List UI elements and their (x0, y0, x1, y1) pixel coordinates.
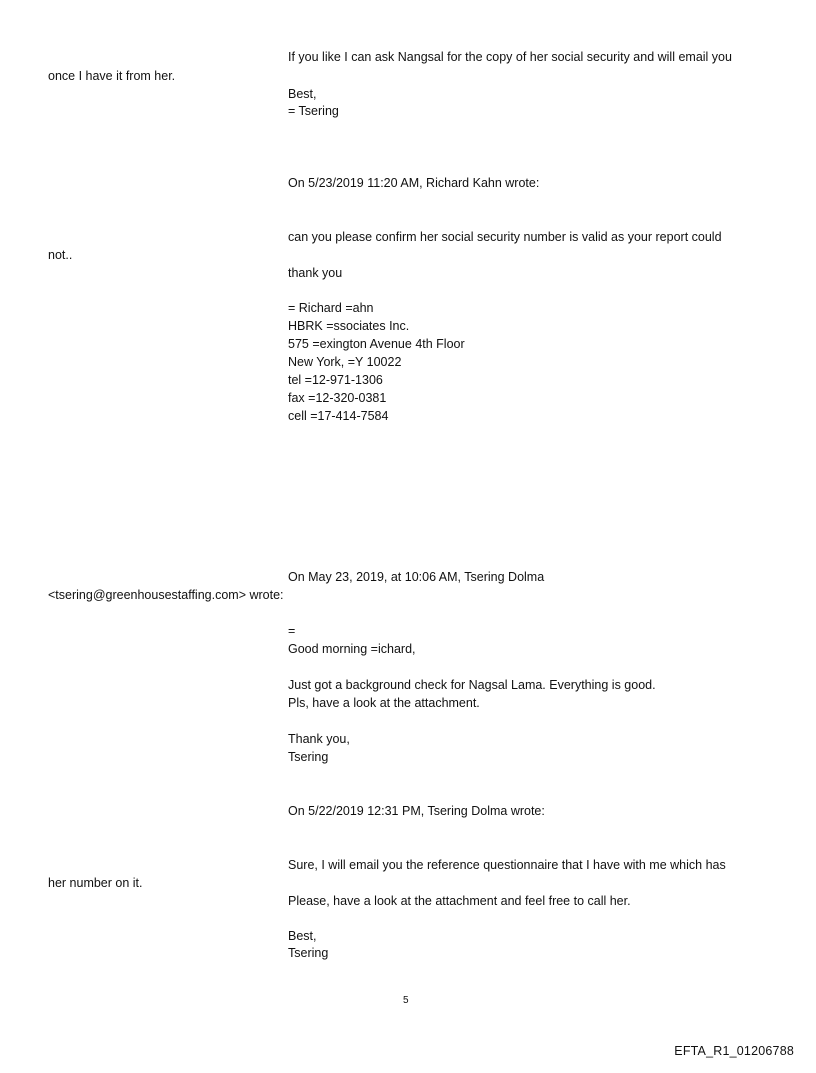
signature-city: New York, =Y 10022 (288, 355, 402, 369)
block3-closing: Thank you, (288, 732, 350, 746)
block3-greeting: Good morning =ichard, (288, 642, 416, 656)
page-number: 5 (403, 995, 409, 1006)
document-id-stamp: EFTA_R1_01206788 (674, 1044, 794, 1058)
block3-signature: Tsering (288, 750, 329, 764)
quoted-header-richard: On 5/23/2019 11:20 AM, Richard Kahn wrote: (288, 176, 540, 190)
block1-signature: = Tsering (288, 104, 339, 118)
block4-line1: Sure, I will email you the reference questionnaire that I have with me which has (288, 858, 726, 872)
signature-name: = Richard =ahn (288, 301, 374, 315)
block4-closing: Best, (288, 929, 317, 943)
quoted-header-tsering-1-line1: On May 23, 2019, at 10:06 AM, Tsering Dolma (288, 570, 545, 584)
block2-thanks: thank you (288, 266, 343, 280)
block2-line2: not.. (48, 248, 73, 262)
quoted-header-tsering-1-line2: <tsering@greenhousestaffing.com> wrote: (48, 588, 284, 602)
signature-tel: tel =12-971-1306 (288, 373, 383, 387)
block1-line1: If you like I can ask Nangsal for the copy of her social security and will email you (288, 50, 732, 64)
block3-body2: Pls, have a look at the attachment. (288, 696, 480, 710)
quoted-header-tsering-2: On 5/22/2019 12:31 PM, Tsering Dolma wrote: (288, 804, 545, 818)
block1-closing: Best, (288, 87, 317, 101)
block2-line1: can you please confirm her social security number is valid as your report could (288, 230, 722, 244)
signature-fax: fax =12-320-0381 (288, 391, 387, 405)
signature-cell: cell =17-414-7584 (288, 409, 389, 423)
block4-line2: her number on it. (48, 876, 143, 890)
signature-company: HBRK =ssociates Inc. (288, 319, 410, 333)
block1-line2: once I have it from her. (48, 69, 176, 83)
block3-body1: Just got a background check for Nagsal Lama. Everything is good. (288, 678, 656, 692)
block4-signature: Tsering (288, 946, 329, 960)
block3-equals: = (288, 624, 296, 638)
signature-address: 575 =exington Avenue 4th Floor (288, 337, 465, 351)
block4-body: Please, have a look at the attachment and feel free to call her. (288, 894, 631, 908)
